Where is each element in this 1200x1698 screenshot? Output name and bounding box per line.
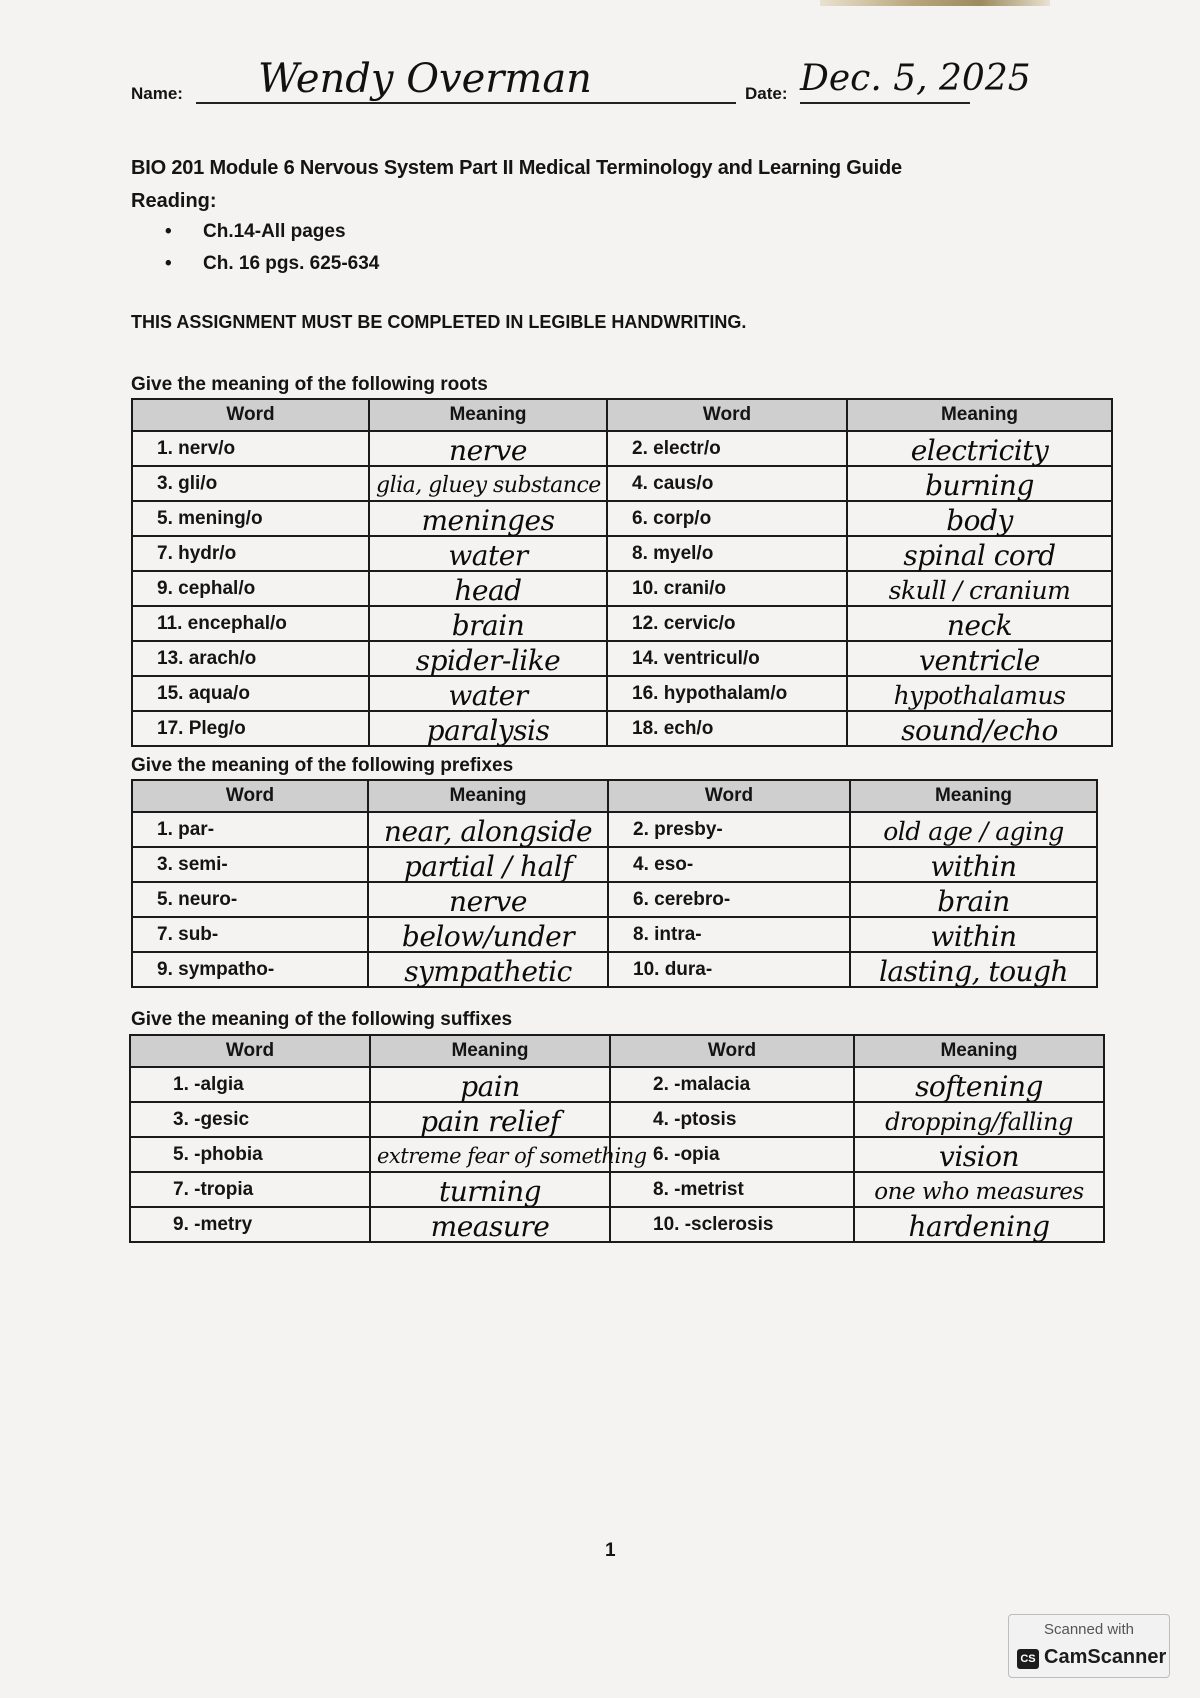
date-line <box>800 102 970 104</box>
reading-item: • Ch. 16 pgs. 625-634 <box>165 248 379 280</box>
handwritten-answer: water <box>448 679 528 712</box>
meaning-cell[interactable] <box>850 882 1097 917</box>
table-row <box>132 812 1097 847</box>
handwritten-answer: spider-like <box>415 644 561 677</box>
handwritten-answer: one who measures <box>874 1178 1084 1205</box>
meaning-cell[interactable] <box>370 1172 610 1207</box>
prefixes-table <box>131 779 1098 988</box>
handwritten-answer: nerve <box>449 885 527 918</box>
handwritten-answer: sound/echo <box>901 714 1058 747</box>
meaning-cell[interactable] <box>850 952 1097 987</box>
handwritten-answer: turning <box>438 1175 542 1208</box>
meaning-cell[interactable] <box>369 606 607 641</box>
table-row <box>132 431 1112 466</box>
handwritten-answer: lasting, tough <box>878 955 1069 988</box>
name-value: Wendy Overman <box>258 56 592 102</box>
meaning-cell[interactable] <box>854 1102 1104 1137</box>
meaning-cell[interactable] <box>847 501 1112 536</box>
word-cell: 7. hydr/o <box>132 536 369 571</box>
col-header-meaning: Meaning <box>368 780 608 812</box>
camscanner-logo-icon: CS <box>1017 1649 1039 1669</box>
col-header-word: Word <box>130 1035 370 1067</box>
meaning-cell[interactable] <box>370 1102 610 1137</box>
meaning-cell[interactable] <box>854 1067 1104 1102</box>
reading-list <box>165 216 379 280</box>
meaning-cell[interactable] <box>369 641 607 676</box>
handwritten-answer: sympathetic <box>404 955 572 988</box>
handwritten-answer: pain <box>460 1070 520 1103</box>
handwritten-answer: softening <box>915 1070 1043 1103</box>
table-row <box>132 847 1097 882</box>
word-cell: 18. ech/o <box>607 711 847 746</box>
word-cell: 9. sympatho- <box>132 952 368 987</box>
meaning-cell[interactable] <box>847 711 1112 746</box>
handwritten-answer: electricity <box>910 434 1049 467</box>
col-header-meaning: Meaning <box>369 399 607 431</box>
word-cell: 3. -gesic <box>130 1102 370 1137</box>
handwritten-answer: hypothalamus <box>893 681 1066 710</box>
meaning-cell[interactable] <box>847 676 1112 711</box>
word-cell: 10. -sclerosis <box>610 1207 854 1242</box>
meaning-cell[interactable] <box>847 431 1112 466</box>
word-cell: 16. hypothalam/o <box>607 676 847 711</box>
meaning-cell[interactable] <box>847 466 1112 501</box>
word-cell: 7. -tropia <box>130 1172 370 1207</box>
meaning-cell[interactable] <box>369 536 607 571</box>
suffixes-table <box>129 1034 1105 1243</box>
handwritten-answer: brain <box>937 885 1010 918</box>
table-row <box>130 1207 1104 1242</box>
camscanner-badge <box>1008 1614 1170 1678</box>
handwritten-answer: vision <box>939 1140 1019 1173</box>
handwritten-answer: water <box>448 539 528 572</box>
reading-item: • Ch.14-All pages <box>165 216 379 248</box>
col-header-word: Word <box>132 780 368 812</box>
page-number: 1 <box>605 1540 616 1561</box>
word-cell: 10. dura- <box>608 952 850 987</box>
roots-table <box>131 398 1113 747</box>
meaning-cell[interactable] <box>854 1207 1104 1242</box>
table-row <box>132 536 1112 571</box>
handwritten-answer: pain relief <box>420 1105 560 1138</box>
word-cell: 9. -metry <box>130 1207 370 1242</box>
handwritten-answer: hardening <box>908 1210 1050 1243</box>
handwritten-answer: dropping/falling <box>885 1107 1073 1136</box>
col-header-meaning: Meaning <box>850 780 1097 812</box>
word-cell: 8. -metrist <box>610 1172 854 1207</box>
table-row <box>132 676 1112 711</box>
handwritten-answer: measure <box>430 1210 550 1243</box>
meaning-cell[interactable] <box>854 1137 1104 1172</box>
word-cell: 6. cerebro- <box>608 882 850 917</box>
table-row <box>132 882 1097 917</box>
handwritten-answer: glia, gluey substance <box>376 473 601 498</box>
meaning-cell[interactable] <box>369 676 607 711</box>
word-cell: 14. ventricul/o <box>607 641 847 676</box>
meaning-cell[interactable] <box>369 431 607 466</box>
roots-section-title: Give the meaning of the following roots <box>131 374 488 395</box>
word-cell: 6. corp/o <box>607 501 847 536</box>
word-cell: 8. intra- <box>608 917 850 952</box>
handwritten-answer: near, alongside <box>383 815 593 848</box>
col-header-meaning: Meaning <box>854 1035 1104 1067</box>
meaning-cell[interactable] <box>370 1207 610 1242</box>
table-row <box>132 571 1112 606</box>
name-label: Name: <box>131 84 183 103</box>
meaning-cell[interactable] <box>368 952 608 987</box>
table-row <box>132 641 1112 676</box>
word-cell: 5. neuro- <box>132 882 368 917</box>
meaning-cell[interactable] <box>369 501 607 536</box>
reading-label: Reading: <box>131 190 217 212</box>
handwritten-answer: paralysis <box>426 714 550 747</box>
col-header-word: Word <box>132 399 369 431</box>
word-cell: 17. Pleg/o <box>132 711 369 746</box>
meaning-cell[interactable] <box>369 711 607 746</box>
handwritten-answer: within <box>930 920 1017 953</box>
table-row <box>132 917 1097 952</box>
meaning-cell[interactable] <box>847 606 1112 641</box>
word-cell: 2. -malacia <box>610 1067 854 1102</box>
word-cell: 4. caus/o <box>607 466 847 501</box>
handwritten-answer: neck <box>946 609 1013 642</box>
date-label: Date: <box>745 84 788 103</box>
col-header-word: Word <box>608 780 850 812</box>
meaning-cell[interactable] <box>850 917 1097 952</box>
word-cell: 8. myel/o <box>607 536 847 571</box>
handwritten-answer: nerve <box>449 434 527 467</box>
handwritten-answer: partial / half <box>403 850 573 883</box>
word-cell: 2. electr/o <box>607 431 847 466</box>
meaning-cell[interactable] <box>850 847 1097 882</box>
meaning-cell[interactable] <box>368 882 608 917</box>
handwritten-answer: ventricle <box>919 644 1040 677</box>
handwritten-answer: body <box>946 504 1013 537</box>
handwriting-notice: THIS ASSIGNMENT MUST BE COMPLETED IN LEGIBLE HANDWRITING. <box>131 312 747 332</box>
table-row <box>132 711 1112 746</box>
word-cell: 1. par- <box>132 812 368 847</box>
table-row <box>130 1137 1104 1172</box>
word-cell: 5. mening/o <box>132 501 369 536</box>
word-cell: 7. sub- <box>132 917 368 952</box>
word-cell: 11. encephal/o <box>132 606 369 641</box>
meaning-cell[interactable] <box>847 536 1112 571</box>
meaning-cell[interactable] <box>370 1137 647 1172</box>
handwritten-answer: skull / cranium <box>888 576 1071 605</box>
word-cell: 1. nerv/o <box>132 431 369 466</box>
handwritten-answer: below/under <box>401 920 575 953</box>
date-value: Dec. 5, 2025 <box>800 58 1031 99</box>
table-row <box>132 952 1097 987</box>
handwritten-answer: brain <box>451 609 525 642</box>
table-row <box>130 1172 1104 1207</box>
word-cell: 4. -ptosis <box>610 1102 854 1137</box>
col-header-meaning: Meaning <box>847 399 1112 431</box>
meaning-cell[interactable] <box>368 812 608 847</box>
handwritten-answer: extreme fear of something <box>377 1144 647 1168</box>
handwritten-answer: head <box>454 574 522 607</box>
meaning-cell[interactable] <box>370 1067 610 1102</box>
scanned-with-label: Scanned with <box>1043 1621 1135 1638</box>
meaning-cell[interactable] <box>368 847 608 882</box>
col-header-meaning: Meaning <box>370 1035 610 1067</box>
word-cell: 15. aqua/o <box>132 676 369 711</box>
handwritten-answer: meninges <box>421 504 555 537</box>
word-cell: 3. gli/o <box>132 466 369 501</box>
handwritten-answer: old age / aging <box>883 817 1064 846</box>
table-row <box>130 1067 1104 1102</box>
table-row <box>132 606 1112 641</box>
prefixes-section-title: Give the meaning of the following prefixes <box>131 755 514 776</box>
meaning-cell[interactable] <box>369 571 607 606</box>
word-cell: 10. crani/o <box>607 571 847 606</box>
word-cell: 9. cephal/o <box>132 571 369 606</box>
table-row <box>130 1102 1104 1137</box>
scan-edge-artifact <box>820 0 1050 6</box>
word-cell: 13. arach/o <box>132 641 369 676</box>
table-row <box>132 466 1112 501</box>
handwritten-answer: burning <box>925 469 1034 502</box>
word-cell: 5. -phobia <box>130 1137 370 1172</box>
meaning-cell[interactable] <box>850 812 1097 847</box>
word-cell: 1. -algia <box>130 1067 370 1102</box>
word-cell: 2. presby- <box>608 812 850 847</box>
col-header-word: Word <box>607 399 847 431</box>
word-cell: 12. cervic/o <box>607 606 847 641</box>
meaning-cell[interactable] <box>847 641 1112 676</box>
page-title: BIO 201 Module 6 Nervous System Part II Medical Terminology and Learning Guide <box>131 157 902 179</box>
handwritten-answer: within <box>930 850 1017 883</box>
word-cell: 3. semi- <box>132 847 368 882</box>
meaning-cell[interactable] <box>369 466 607 501</box>
camscanner-brand: CamScanner <box>1044 1646 1167 1668</box>
meaning-cell[interactable] <box>854 1172 1104 1207</box>
meaning-cell[interactable] <box>368 917 608 952</box>
name-line <box>196 102 736 104</box>
col-header-word: Word <box>610 1035 854 1067</box>
word-cell: 6. -opia <box>610 1137 854 1172</box>
meaning-cell[interactable] <box>847 571 1112 606</box>
suffixes-section-title: Give the meaning of the following suffixes <box>131 1009 513 1030</box>
table-row <box>132 501 1112 536</box>
handwritten-answer: spinal cord <box>903 539 1056 572</box>
word-cell: 4. eso- <box>608 847 850 882</box>
